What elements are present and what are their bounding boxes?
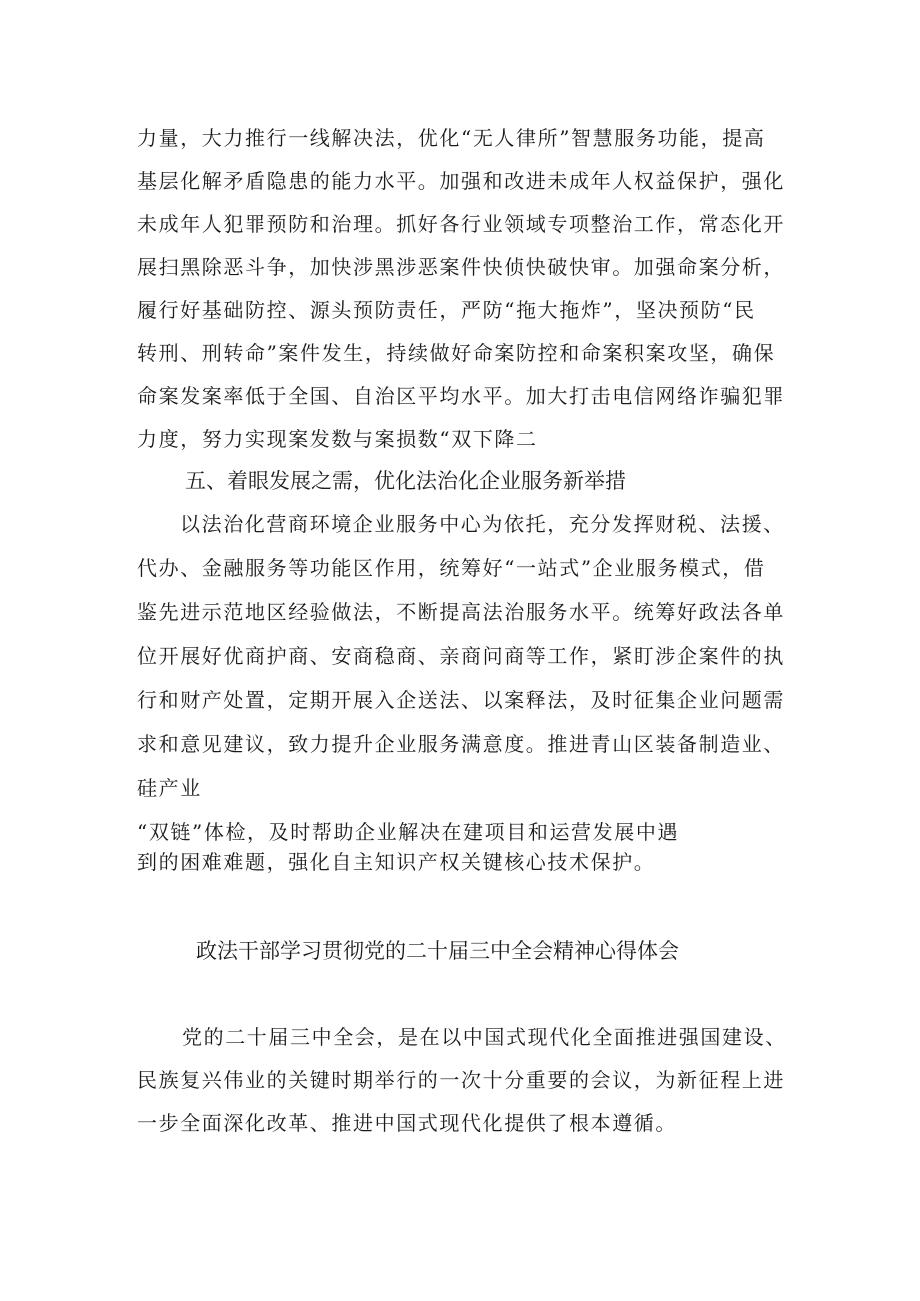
paragraph-line: 展扫黑除恶斗争，加快涉黑涉恶案件快侦快破快审。加强命案分析， — [137, 255, 785, 279]
paragraph-line: 力度，努力实现案发数与案损数“双下降二 — [137, 427, 538, 451]
paragraph-line: “双链”体检，及时帮助企业解决在建项目和运营发展中遇 — [137, 820, 680, 844]
paragraph-line: 到的困难难题，强化自主知识产权关键核心技术保护。 — [137, 850, 656, 874]
paragraph-line: 党的二十届三中全会，是在以中国式现代化全面推进强国建设、 — [182, 1025, 787, 1049]
paragraph-line: 力量，大力推行一线解决法，优化“无人律所”智慧服务功能，提高 — [137, 126, 766, 150]
paragraph-line: 民族复兴伟业的关键时期举行的一次十分重要的会议，为新征程上进 — [137, 1068, 785, 1092]
paragraph-line: 鉴先进示范地区经验做法，不断提高法治服务水平。统筹好政法各单 — [137, 600, 785, 624]
article-title: 政法干部学习贯彻党的二十届三中全会精神心得体会 — [196, 939, 679, 963]
paragraph-line: 求和意见建议，致力提升企业服务满意度。推进青山区装备制造业、 — [137, 732, 785, 756]
paragraph-line: 行和财产处置，定期开展入企送法、以案释法，及时征集企业问题需 — [137, 688, 785, 712]
paragraph-line: 转刑、刑转命”案件发生，持续做好命案防控和命案积案攻坚，确保 — [137, 341, 776, 365]
paragraph-line: 一步全面深化改革、推进中国式现代化提供了根本遵循。 — [137, 1111, 677, 1135]
paragraph-line: 未成年人犯罪预防和治理。抓好各行业领域专项整治工作，常态化开 — [137, 212, 785, 236]
section-heading: 五、着眼发展之需，优化法治化企业服务新举措 — [185, 469, 626, 493]
paragraph-line: 代办、金融服务等功能区作用，统筹好“一站式”企业服务模式，借 — [137, 556, 766, 580]
paragraph-line: 位开展好优商护商、安商稳商、亲商问商等工作，紧盯涉企案件的执 — [137, 644, 785, 668]
paragraph-line: 以法治化营商环境企业服务中心为依托，充分发挥财税、法援、 — [180, 512, 785, 536]
paragraph-line: 硅产业 — [137, 776, 202, 800]
paragraph-line: 履行好基础防控、源头预防责任，严防“拖大拖炸”，坚决预防“民 — [137, 298, 756, 322]
paragraph-line: 命案发案率低于全国、自治区平均水平。加大打击电信网络诈骗犯罪 — [137, 384, 785, 408]
paragraph-line: 基层化解矛盾隐患的能力水平。加强和改进未成年人权益保护，强化 — [137, 169, 785, 193]
